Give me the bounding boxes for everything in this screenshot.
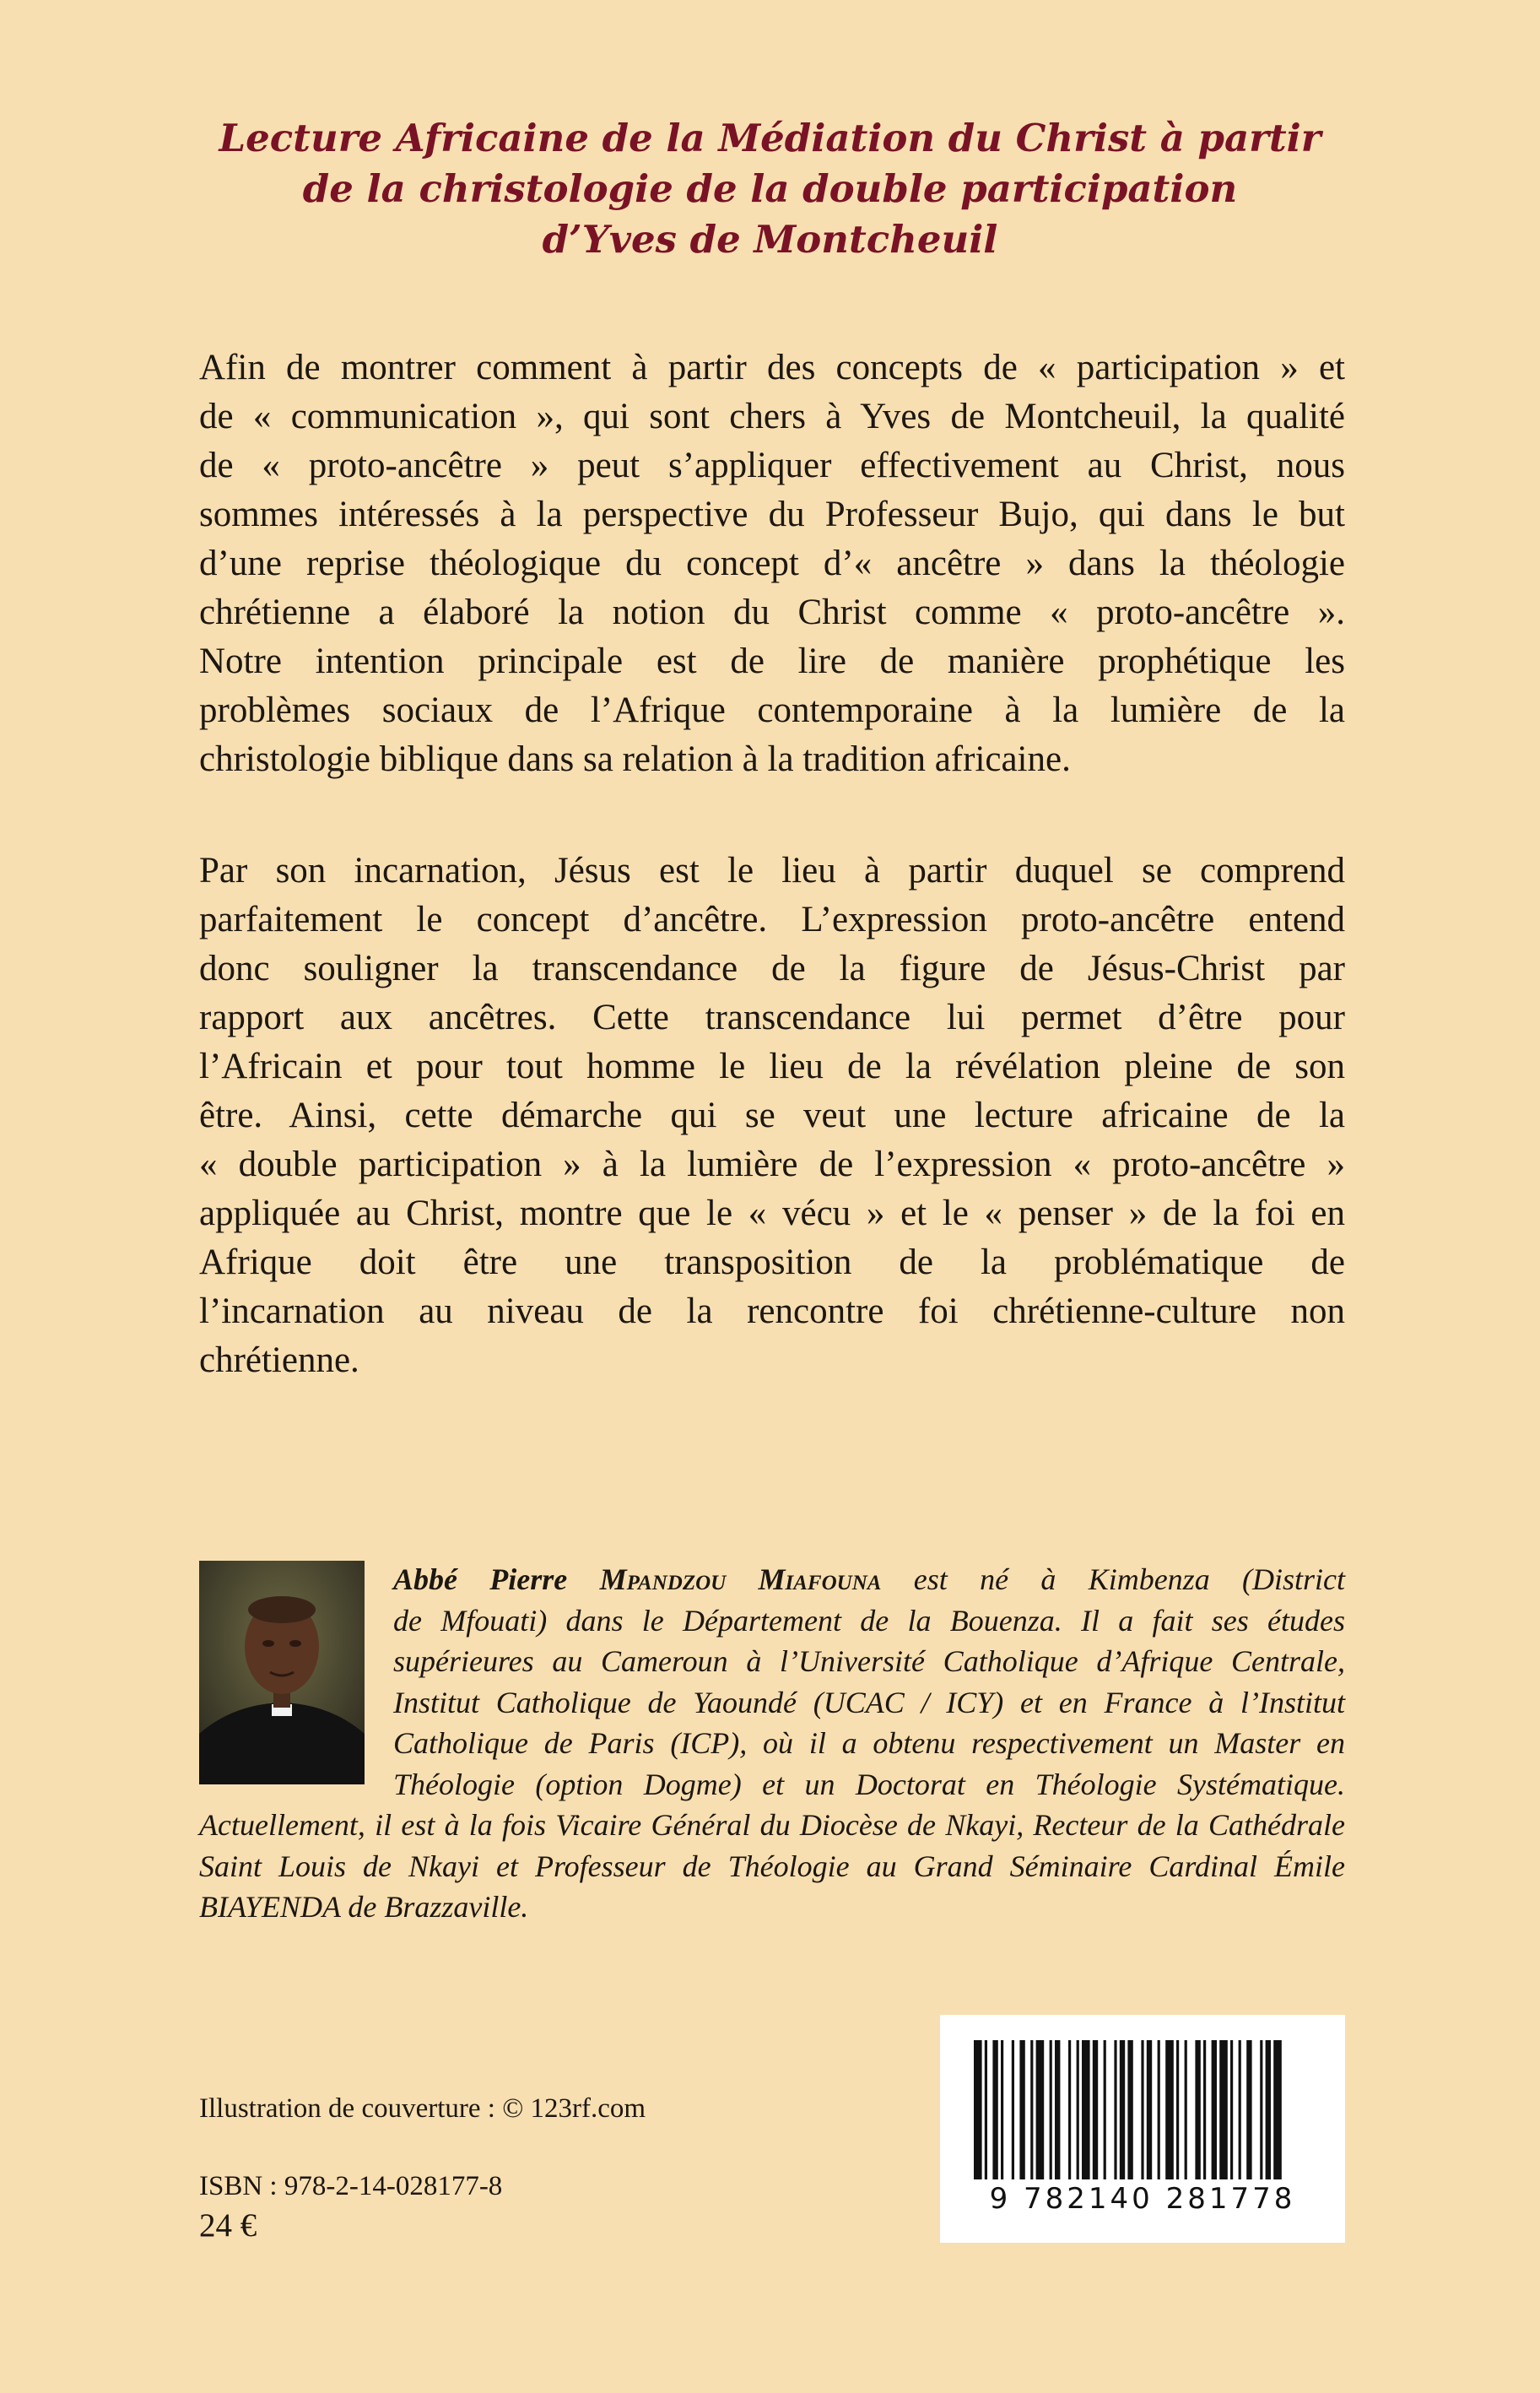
text-line: « double participation » à la lumière de l’expression « proto-ancêtre » xyxy=(199,1145,1345,1184)
text-line: rapport aux ancêtres. Cette transcendance lui permet d’être pour xyxy=(199,998,1345,1037)
barcode-bar xyxy=(1055,2040,1060,2179)
text-line: Par son incarnation, Jésus est le lieu à partir duquel se comprend xyxy=(199,851,1345,891)
price: 24 € xyxy=(199,2207,257,2244)
text-line: l’incarnation au niveau de la rencontre foi chrétienne-culture non xyxy=(199,1291,1345,1331)
barcode-bar xyxy=(1195,2040,1200,2179)
barcode-bar xyxy=(1141,2040,1143,2179)
bio-line: Actuellement, il est à la fois Vicaire Général du Diocèse de Nkayi, Recteur de la Cathédrale xyxy=(199,1808,1345,1842)
barcode-bar xyxy=(1158,2040,1160,2179)
barcode-bar xyxy=(1127,2040,1132,2179)
summary-paragraph-1 xyxy=(199,344,1345,784)
barcode-bar xyxy=(1230,2040,1233,2179)
isbn: ISBN : 978-2-14-028177-8 xyxy=(199,2171,503,2201)
author-first-name: Abbé Pierre xyxy=(393,1562,600,1596)
bio-line xyxy=(199,1559,1345,1600)
title-line-3: d’Yves de Montcheuil xyxy=(542,217,998,262)
text-line: donc souligner la transcendance de la figure de Jésus-Christ par xyxy=(199,949,1345,988)
title-line-2: de la christologie de la double participation xyxy=(302,166,1238,211)
barcode-digits: 9 782140 281778 xyxy=(989,2182,1296,2216)
barcode-bar xyxy=(1036,2040,1045,2179)
text-line: chrétienne. xyxy=(199,1340,359,1380)
barcode-bar xyxy=(974,2040,982,2179)
bio-line: Institut Catholique de Yaoundé (UCAC / ICY) et en France à l’Institut xyxy=(393,1685,1345,1719)
barcode-bar xyxy=(1185,2040,1187,2179)
barcode-bar xyxy=(1147,2040,1152,2179)
barcode-bar xyxy=(985,2040,987,2179)
barcode-bar xyxy=(1246,2040,1251,2179)
barcode-bar xyxy=(1239,2040,1241,2179)
text-line: Notre intention principale est de lire de manière prophétique les xyxy=(199,642,1345,681)
barcode-bar xyxy=(1260,2040,1262,2179)
text-line: problèmes sociaux de l’Afrique contemporaine à la lumière de la xyxy=(199,690,1345,730)
barcode-bar xyxy=(992,2040,997,2179)
barcode-bar xyxy=(1176,2040,1179,2179)
barcode-bar xyxy=(1068,2040,1071,2179)
barcode-bar xyxy=(1093,2040,1098,2179)
author-surname: Mpandzou Miafouna xyxy=(599,1562,882,1596)
text-line: être. Ainsi, cette démarche qui se veut une lecture africaine de la xyxy=(199,1096,1345,1135)
barcode-bar xyxy=(1203,2040,1206,2179)
barcode-bar xyxy=(1212,2040,1217,2179)
barcode-bar xyxy=(1266,2040,1271,2179)
barcode-bar xyxy=(1012,2040,1014,2179)
barcode-bar xyxy=(1219,2040,1228,2179)
bio-line: BIAYENDA de Brazzaville. xyxy=(199,1890,529,1924)
barcode-bar xyxy=(1077,2040,1079,2179)
barcode-bar xyxy=(1082,2040,1090,2179)
barcode-bar xyxy=(1030,2040,1033,2179)
bio-line-rest: est né à Kimbenza (District xyxy=(881,1562,1346,1596)
text-line: Afrique doit être une transposition de la problématique de xyxy=(199,1243,1345,1282)
bio-line: Théologie (option Dogme) et un Doctorat en Théologie Systématique. xyxy=(393,1767,1345,1801)
text-line: appliquée au Christ, montre que le « vécu » et le « penser » de la foi en xyxy=(199,1194,1345,1233)
text-line: parfaitement le concept d’ancêtre. L’expression proto-ancêtre entend xyxy=(199,900,1345,939)
barcode-bar xyxy=(1019,2040,1024,2179)
bio-line: Catholique de Paris (ICP), où il a obtenu respectivement un Master en xyxy=(393,1726,1345,1760)
barcode xyxy=(940,2015,1345,2243)
author-biography xyxy=(199,1559,1345,1928)
text-line: chrétienne a élaboré la notion du Christ comme « proto-ancêtre ». xyxy=(199,593,1345,632)
barcode-bar xyxy=(1120,2040,1125,2179)
bio-line: Saint Louis de Nkayi et Professeur de Théologie au Grand Séminaire Cardinal Émile xyxy=(199,1849,1345,1883)
barcode-bar xyxy=(1001,2040,1003,2179)
text-line: sommes intéressés à la perspective du Professeur Bujo, qui dans le but xyxy=(199,495,1345,534)
text-line: Afin de montrer comment à partir des concepts de « participation » et xyxy=(199,348,1345,387)
bio-line: de Mfouati) dans le Département de la Bouenza. Il a fait ses études xyxy=(393,1603,1345,1638)
barcode-bar xyxy=(1114,2040,1116,2179)
barcode-icon xyxy=(940,2015,1345,2184)
text-line: l’Africain et pour tout homme le lieu de la révélation pleine de son xyxy=(199,1047,1345,1086)
barcode-bar xyxy=(1165,2040,1174,2179)
barcode-bar xyxy=(1273,2040,1282,2179)
bio-line: supérieures au Cameroun à l’Université Catholique d’Afrique Centrale, xyxy=(393,1644,1345,1678)
text-line: christologie biblique dans sa relation à la tradition africaine. xyxy=(199,739,1071,779)
book-title xyxy=(160,113,1380,265)
text-line: d’une reprise théologique du concept d’« ancêtre » dans la théologie xyxy=(199,544,1345,583)
text-line: de « communication », qui sont chers à Yves de Montcheuil, la qualité xyxy=(199,397,1345,436)
text-line: de « proto-ancêtre » peut s’appliquer effectivement au Christ, nous xyxy=(199,446,1345,485)
summary-paragraph-2 xyxy=(199,847,1345,1385)
illustration-credit: Illustration de couverture : © 123rf.com xyxy=(199,2093,646,2124)
barcode-bar xyxy=(1104,2040,1106,2179)
barcode-bar xyxy=(1050,2040,1052,2179)
title-line-1: Lecture Africaine de la Médiation du Christ à partir xyxy=(219,116,1321,160)
